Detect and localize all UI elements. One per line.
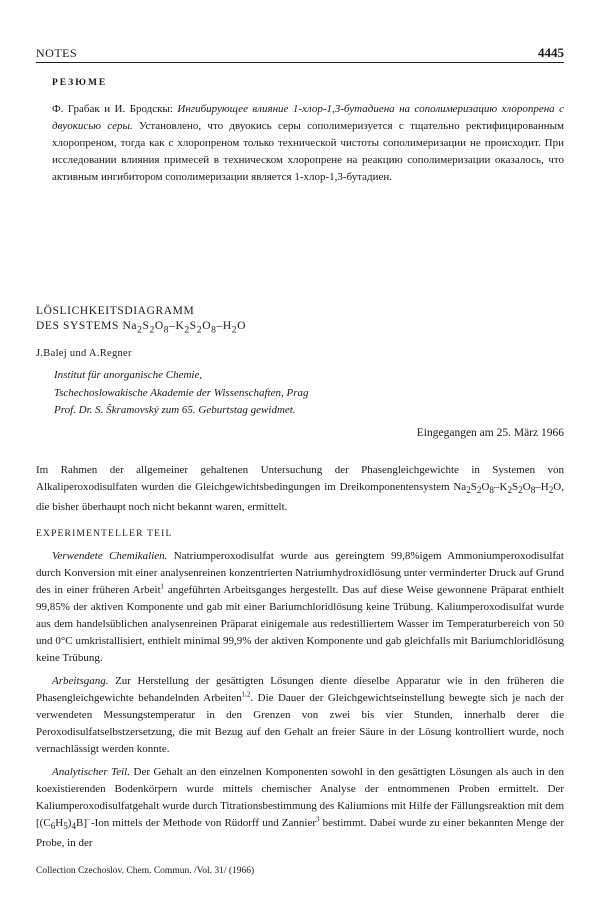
- article-authors: J.Balej und A.Regner: [36, 348, 132, 359]
- received-date: Eingegangen am 25. März 1966: [416, 427, 564, 439]
- paragraph-arbeitsgang: Arbeitsgang. Zur Herstellung der gesättigten Lösungen diente dieselbe Apparatur wie in den früheren die Phasengleichgewichte behandelnden Arbeiten$^{1,2}$. Die Dauer der Gleichgewichtseinstellung bewegte sich je nach der verwendeten Messungstemperatur in den Grenzen von zwei bis vier Stunden, innerhalb derer die Peroxodisulfatselbstzersetzung, die mit Bezug auf den Gehalt an freier Säure in der Lösung kontrolliert wurde, noch vernachlässigt werden konnte.: [36, 675, 564, 755]
- journal-citation: Collection Czechoslov. Chem. Commun. /Vol. 31/ (1966): [36, 866, 255, 876]
- paragraph-chemikalien: Verwendete Chemikalien. Natriumperoxodisulfat wurde aus gereingtem 99,8%igem Ammoniumperoxodisulfat durch Konversion mit einer analysenreinen konzentrierten Natriumhydroxidlösung unter verminderter Druck auf Grund des in einer früheren Arbeit$^1$ angeführten Arbeitsganges hergestellt. Das auf diese Weise gewonnene Präparat enthielt 99,85% der aktiven Komponente und gab mit einer Bariumchloridlösung keine Trübung. Kaliumperoxodisulfat wurde aus dem handelsüblichen analysenreinen Präparat einigemale aus redestilliertem Wasser im Temperaturbereich von 50 und 0°C umkristallisiert, enthielt minimal 99,9% der aktiven Komponente und gab gleichfalls mit Bariumchloridlösung keine Trübung.: [36, 550, 564, 664]
- affiliation-line-1: Institut für anorganische Chemie,: [54, 369, 203, 381]
- affiliation-line-2: Tschechoslowakische Akademie der Wissenschaften, Prag: [54, 387, 309, 399]
- resume-paragraph: [52, 101, 564, 186]
- body-text: [36, 548, 564, 858]
- header-rule: [36, 62, 564, 63]
- dedication: Prof. Dr. S. Škramovský zum 65. Geburtstag gewidmet.: [54, 404, 296, 416]
- running-header: [36, 46, 564, 62]
- affiliation: [54, 366, 309, 402]
- article-title: [36, 304, 246, 337]
- resume-title: Ингибирующее влияние 1-хлор-1,3-бутадиена на сополимеризацию хлоропрена с двуокисью серы.: [52, 103, 565, 132]
- section-label: NOTES: [36, 46, 78, 60]
- resume-heading: РЕЗЮМЕ: [52, 78, 108, 88]
- paragraph-analytischer-teil: Analytischer Teil. Der Gehalt an den einzelnen Komponenten sowohl in den gesättigten Lösungen als auch in den koexistierenden Bodenkörpern wurde mittels chemischer Analyse der entnommenen Proben ermittelt. Der Kaliumperoxodisulfatgehalt wurde durch Titrationsbestimmung des Kaliumions mit Hilfe der Fällungsreaktion mit dem $[(C_6H_5)_4B]^-$-Ion mittels der Methode von Rüdorff und Zannier$^3$ bestimmt. Dabei wurde zu einer bekannten Menge der Probe, in der: [36, 766, 565, 850]
- resume-block: [52, 101, 564, 186]
- title-line-1: LÖSLICHKEITSDIAGRAMM: [36, 305, 195, 317]
- page-number: 4445: [538, 45, 564, 60]
- resume-text: Установлено, что двуокись серы сополимеризуется с тщательно ректифицированным хлоропреном, тогда как с хлоропреном только технической чистоты сополимеризации не происходит. При исследовании влияния примесей в техническом хлоропрене на реакцию сополимеризации оказалось, что активным ингибитором сополимеризации является 1-хлор-1,3-бутадиен.: [52, 120, 565, 183]
- title-line-2: DES SYSTEMS $Na_2S_2O_8-K_2S_2O_8-H_2O$: [36, 320, 247, 336]
- resume-authors: Ф. Грабак и И. Бродскы:: [52, 103, 173, 115]
- section-heading: EXPERIMENTELLER TEIL: [36, 529, 173, 539]
- intro-paragraph: Im Rahmen der allgemeiner gehaltenen Untersuchung der Phasengleichgewichte in Systemen von Alkaliperoxodisulfaten wurden die Gleichgewichtsbedingungen im Dreikomponentensystem $Na_2S_2O_8-K_2S_2O_8-H_2O$, die bisher überhaupt noch nicht bekannt waren, ermittelt.: [36, 464, 564, 514]
